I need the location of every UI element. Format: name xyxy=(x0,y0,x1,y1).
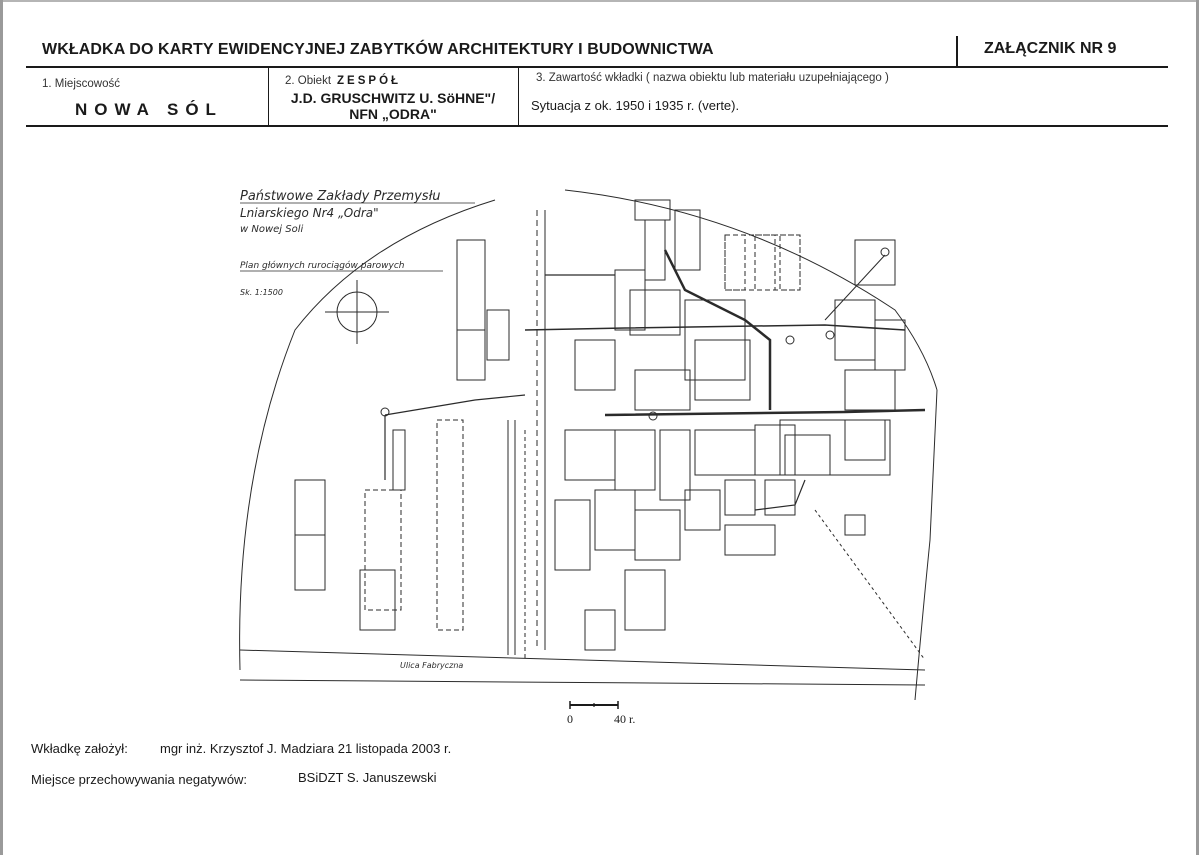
content-label: 3. Zawartość wkładki ( nazwa obiektu lub materiału uzupełniającego ) xyxy=(536,72,889,84)
content-value: Sytuacja z ok. 1950 i 1935 r. (verte). xyxy=(531,98,740,113)
plan-title-line1: Państwowe Zakłady Przemysłu xyxy=(240,189,441,204)
object-name-line1: J.D. GRUSCHWITZ U. SöHNE"/ xyxy=(290,90,496,106)
document-title: WKŁADKA DO KARTY EWIDENCYJNEJ ZABYTKÓW ARCHITEKTURY I BUDOWNICTWA xyxy=(42,41,714,58)
form-rule-top xyxy=(26,66,1168,68)
scale-bar xyxy=(568,700,628,712)
plan-subtitle: Plan głównych rurociągów parowych xyxy=(240,261,405,271)
storage-value: BSiDZT S. Januszewski xyxy=(298,770,437,785)
plan-street-label: Ulica Fabryczna xyxy=(400,661,464,670)
scan-edge-left xyxy=(0,0,3,855)
scale-end: 40 r. xyxy=(614,712,636,726)
form-rule-bottom xyxy=(26,125,1168,127)
plan-title-line2: Lniarskiego Nr4 „Odra" xyxy=(240,206,379,220)
object-label-row xyxy=(285,75,401,87)
object-label: 2. Obiekt xyxy=(285,75,332,87)
place-label: 1. Miejscowość xyxy=(42,78,120,90)
storage-label: Miejsce przechowywania negatywów: xyxy=(31,772,248,787)
annex-number: ZAŁĄCZNIK NR 9 xyxy=(984,40,1117,57)
header-divider xyxy=(956,36,958,66)
site-plan-drawing xyxy=(225,180,945,700)
object-name-line2: NFN „ODRA" xyxy=(349,106,437,122)
plan-scale-text: Sk. 1:1500 xyxy=(240,288,283,297)
object-type: ZESPÓŁ xyxy=(337,75,402,87)
author-label: Wkładkę założył: xyxy=(31,741,128,756)
scan-edge-top xyxy=(0,0,1199,2)
scale-start: 0 xyxy=(567,712,573,726)
place-value: NOWA SÓL xyxy=(75,100,223,119)
author-value: mgr inż. Krzysztof J. Madziara 21 listopada 2003 r. xyxy=(160,741,452,756)
column-divider-2 xyxy=(518,67,519,127)
plan-title-line3: w Nowej Soli xyxy=(240,224,304,235)
